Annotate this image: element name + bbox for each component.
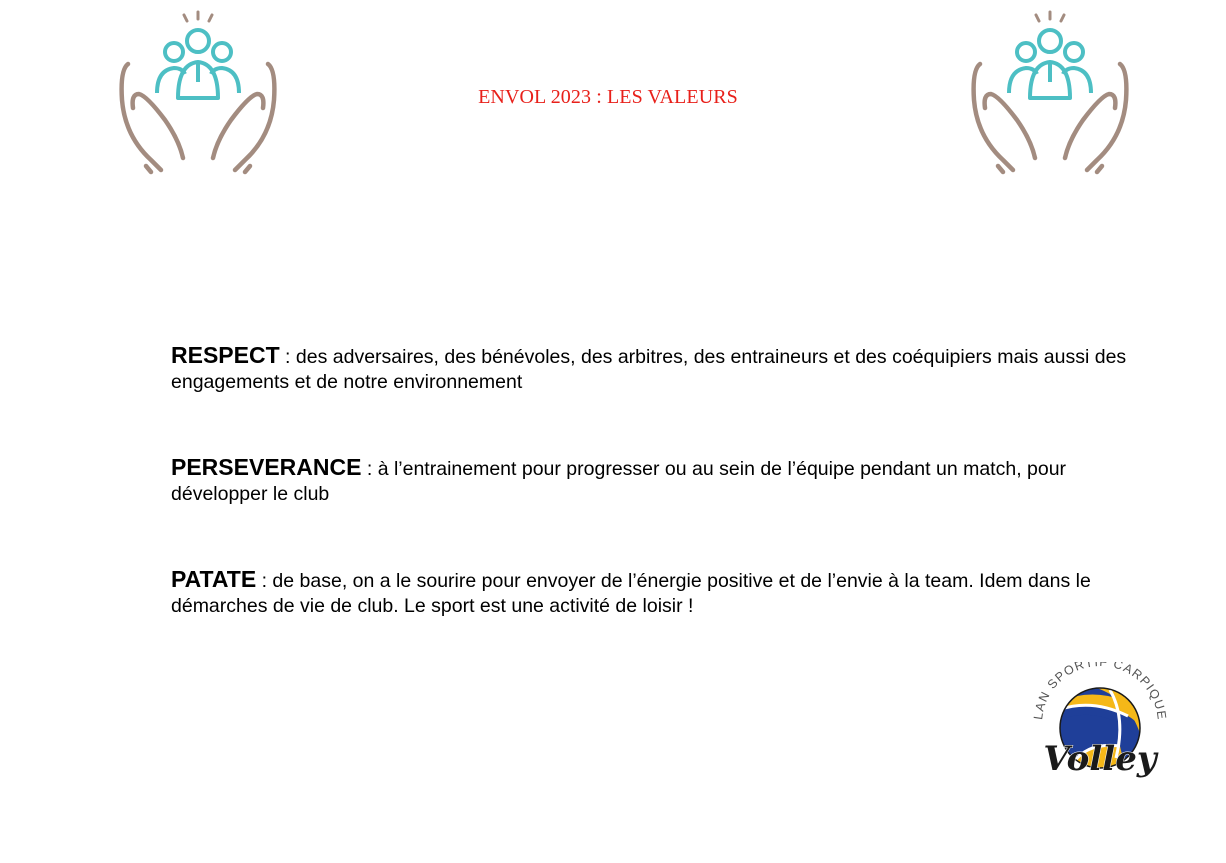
logo-script-text: Volley <box>1043 739 1157 779</box>
value-description: : des adversaires, des bénévoles, des arbitres, des entraineurs et des coéquipiers mais aussi des engagements et de notre environnement <box>171 346 1127 393</box>
value-name: PERSEVERANCE <box>171 454 362 480</box>
club-logo <box>1030 662 1170 787</box>
logo-arc-text: LAN SPORTIF CARPIQUE <box>1031 662 1170 722</box>
value-description: : de base, on a le sourire pour envoyer de l’énergie positive et de l’envie à la team. Idem dans le démarches de vie de club. Le sport est une activité de loisir ! <box>171 570 1091 617</box>
value-description: : à l’entrainement pour progresser ou au sein de l’équipe pendant un match, pour développer le club <box>171 458 1067 505</box>
value-name: PATATE <box>171 566 257 592</box>
value-perseverance <box>171 455 1131 507</box>
values-list <box>171 343 1131 619</box>
page-title: ENVOL 2023 : LES VALEURS <box>478 86 738 108</box>
hands-holding-people-icon <box>965 8 1135 178</box>
value-respect <box>171 343 1131 395</box>
value-patate <box>171 567 1131 619</box>
value-name: RESPECT <box>171 342 280 368</box>
